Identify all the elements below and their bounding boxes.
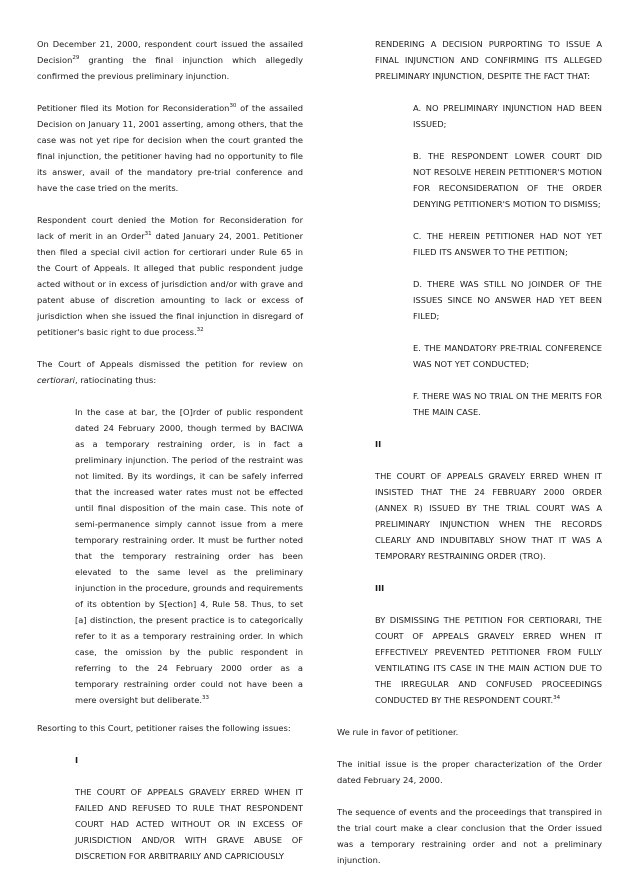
issue-number: III [375,583,385,593]
footnote-ref[interactable]: 34 [553,695,561,702]
left-column [37,36,303,880]
right-column [337,36,602,884]
footnote-ref[interactable]: 33 [201,695,209,702]
issue-text: THE COURT OF APPEALS GRAVELY ERRED WHEN IT FAILED AND REFUSED TO RULE THAT RESPONDENT COURT HAD ACTED WITHOUT OR IN EXCESS OF JURISDICTION AND/OR WITH GRAVE ABUSE OF DISCRETION FOR ARBITRARILY AND CAPRICIOUSLY [75,787,303,861]
paragraph-initial-issue: The initial issue is the proper characterization of the Order dated February 24, 2000. [337,759,602,785]
paragraph-motion: Petitioner filed its Motion for Reconsideration$^{30}$ of the assailed Decision on January 11, 2001 asserting, among others, that the case was not yet ripe for decision when the court granted the final injunction, the petitioner having had no opportunity to file its answer, avail of the mandatory pre-trial conference and have the case tried on the merits. [37,103,303,193]
paragraph-denial: Respondent court denied the Motion for Reconsideration for lack of merit in an Order$^{31}$ dated January 24, 2001. Petitioner then filed a special civil action for certiorari under Rule 65 in the Court of Appeals. It alleged that public respondent judge acted without or in excess of jurisdiction and/or with grave and patent abuse of discretion amounting to lack or excess of jurisdiction when she issued the final injunction in disregard of petitioner's basic right to due process.$^{32}$ [37,215,303,337]
issue-text: BY DISMISSING THE PETITION FOR CERTIORARI, THE COURT OF APPEALS GRAVELY ERRED WHEN IT EFFECTIVELY PREVENTED PETITIONER FROM FULLY VENTILATING ITS CASE IN THE MAIN ACTION DUE TO THE IRREGULAR AND CONFUSED PROCEEDINGS CONDUCTED BY THE RESPONDENT COURT.$^{34}$ [375,615,602,705]
sub-issue-c: C. THE HEREIN PETITIONER HAD NOT YET FILED ITS ANSWER TO THE PETITION; [413,231,602,257]
block-quote: In the case at bar, the [O]rder of public respondent dated 24 February 2000, though termed by BACIWA as a temporary restraining order, is in fact a preliminary injunction. The period of the restraint was not limited. By its wordings, it can be safely inferred that the increased water rates must not be effected until final disposition of the main case. This note of semi-permanence simply cannot issue from a mere temporary restraining order. It must be further noted that the temporary restraining order has been elevated to the same level as the preliminary injunction in the procedure, grounds and requirements of its obtention by S[ection] 4, Rule 58. Thus, to set [a] distinction, the present practice is to categorically refer to it as a temporary restraining order. In which case, the omission by the public respondent in referring to the 24 February 2000 order as a temporary restraining order could not have been a mere oversight but deliberate.$^{33}$ [75,407,303,705]
footnote-ref[interactable]: 32 [196,327,204,334]
sub-issue-d: D. THERE WAS STILL NO JOINDER OF THE ISSUES SINCE NO ANSWER HAD YET BEEN FILED; [413,279,602,321]
paragraph-dismissal: The Court of Appeals dismissed the petition for review on certiorari, ratiocinating thus: [37,359,303,385]
sub-issue-b: B. THE RESPONDENT LOWER COURT DID NOT RESOLVE HEREIN PETITIONER'S MOTION FOR RECONSIDERATION OF THE ORDER DENYING PETITIONER'S MOTION TO DISMISS; [413,151,602,209]
footnote-ref[interactable]: 30 [229,103,237,110]
paragraph-ruling: We rule in favor of petitioner. [337,727,459,737]
issue-text: THE COURT OF APPEALS GRAVELY ERRED WHEN IT INSISTED THAT THE 24 FEBRUARY 2000 ORDER (ANNEX R) ISSUED BY THE TRIAL COURT WAS A PRELIMINARY INJUNCTION WHEN THE RECORDS CLEARLY AND INDUBITABLY SHOW THAT IT WAS A TEMPORARY RESTRAINING ORDER (TRO). [375,471,602,561]
footnote-ref[interactable]: 29 [72,55,80,62]
footnote-ref[interactable]: 31 [144,231,152,238]
issue-number: I [75,755,79,765]
paragraph-sequence: The sequence of events and the proceedings that transpired in the trial court make a clear conclusion that the Order issued was a temporary restraining order and not a preliminary injunction. [337,807,602,865]
issue-number: II [375,439,382,449]
paragraph-decision: On December 21, 2000, respondent court issued the assailed Decision$^{29}$ granting the final injunction which allegedly confirmed the previous preliminary injunction. [37,39,303,81]
paragraph-issues-intro: Resorting to this Court, petitioner raises the following issues: [37,723,291,733]
sub-issue-a: A. NO PRELIMINARY INJUNCTION HAD BEEN ISSUED; [413,103,602,129]
issue-continuation: RENDERING A DECISION PURPORTING TO ISSUE A FINAL INJUNCTION AND CONFIRMING ITS ALLEGED PRELIMINARY INJUNCTION, DESPITE THE FACT THAT: [375,39,602,81]
sub-issue-e: E. THE MANDATORY PRE-TRIAL CONFERENCE WAS NOT YET CONDUCTED; [413,343,602,369]
sub-issue-f: F. THERE WAS NO TRIAL ON THE MERITS FOR THE MAIN CASE. [413,391,602,417]
